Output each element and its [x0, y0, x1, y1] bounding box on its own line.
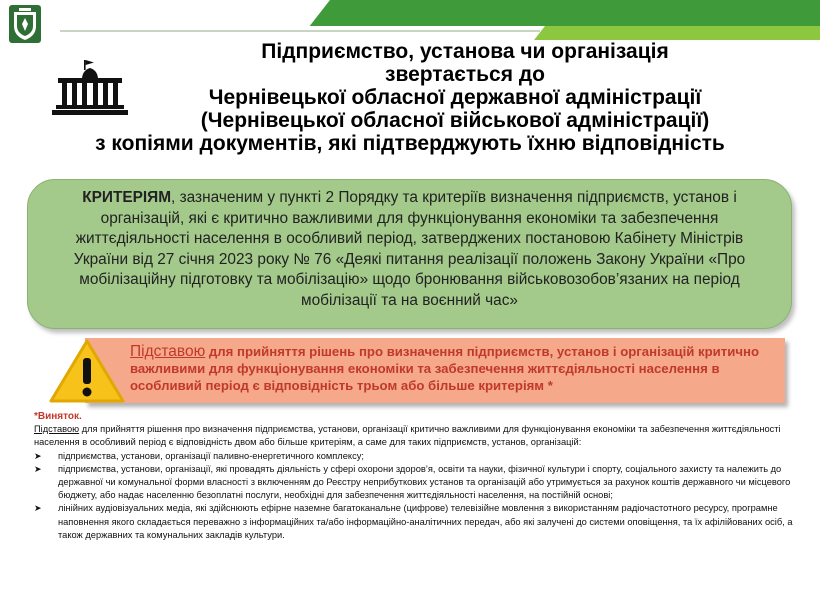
- arrow-bullet-icon: ➤: [34, 450, 42, 461]
- criteria-lead: КРИТЕРІЯМ: [82, 189, 172, 206]
- coat-of-arms-icon: [8, 4, 42, 44]
- exception-note: [34, 410, 804, 542]
- list-item-text: підприємства, установи, організації, які провадять діяльність у сфері охорони здоров’я, освіти та науки, фізичної культури і спорту, соціального захисту та належить до державної чи комунальної форми власності з включенням до Реєстру неприбуткових установ та організацій або утримується за рахунок коштів державного чи місцевого бюджету, або надає населенню безоплатні послуги, необхідні для забезпечення життєдіяльності населення, на постійній основі;: [58, 463, 791, 501]
- title-line-4: (Чернівецької обласної військової адміністрації): [200, 109, 710, 132]
- exception-lead: Підставою: [34, 424, 80, 435]
- warning-icon: [48, 338, 126, 404]
- title-line-2: звертається до: [385, 63, 545, 86]
- header-divider: [60, 30, 540, 32]
- title-line-3: Чернівецької обласної державної адміністрації: [208, 86, 702, 109]
- list-item-text: лінійних аудіовізуальних медіа, які здійснюють ефірне наземне багатоканальне (цифрове) телевізійне мовлення з використанням радіочастотного ресурсу, програмне наповнення якого складається переважно з інформаційних та/або інформаційно-аналітичних передач, або які залучені до системи оповіщення, та їх афілійованих осіб, а також державних та комунальних закладів культури.: [58, 503, 793, 540]
- exception-intro-text: для прийняття рішення про визначення підприємства, установи, організації критично важливими для функціонування економіки та забезпечення життєдіяльності населення в особливий період є відповідність двом або більше критеріям, а саме для таких підприємств, установ, організацій:: [34, 424, 781, 448]
- list-item-text: підприємства, установи, організації паливно-енергетичного комплексу;: [58, 450, 364, 461]
- exception-title: *Виняток.: [34, 411, 82, 422]
- page-title: [0, 40, 820, 155]
- arrow-bullet-icon: ➤: [34, 463, 42, 474]
- warning-body: для прийняття рішень про визначення підприємств, установ і організацій критично важливими для функціонування економіки та забезпечення життєдіяльності населення в особливий період є відповідність трьом або більше критеріям *: [130, 344, 760, 393]
- header-light-stripe: [534, 26, 820, 40]
- list-item: [34, 450, 804, 463]
- warning-text: [130, 343, 780, 394]
- exception-list: [34, 450, 804, 542]
- header-band: [0, 0, 820, 44]
- list-item: [34, 502, 804, 542]
- exception-intro: [34, 423, 804, 449]
- title-line-1: Підприємство, установа чи організація: [261, 40, 669, 63]
- title-line-5: з копіями документів, які підтверджують їхню відповідність: [95, 132, 725, 155]
- list-item: [34, 463, 804, 503]
- warning-lead: Підставою: [130, 343, 206, 360]
- arrow-bullet-icon: ➤: [34, 503, 42, 514]
- criteria-panel: [27, 179, 792, 329]
- criteria-text: , зазначеним у пункті 2 Порядку та критеріїв визначення підприємств, установ і організацій, які є критично важливими для функціонування економіки та забезпечення життєдіяльності населення в особливий період, затверджених постановою Кабінету Міністрів України від 27 січня 2023 року № 76 «Деякі питання реалізації положень Закону України «Про мобілізаційну підготовку та мобілізацію» щодо бронювання військовозобов’язаних на період мобілізації та на воєнний час»: [73, 189, 746, 309]
- header-green-stripe: [310, 0, 820, 26]
